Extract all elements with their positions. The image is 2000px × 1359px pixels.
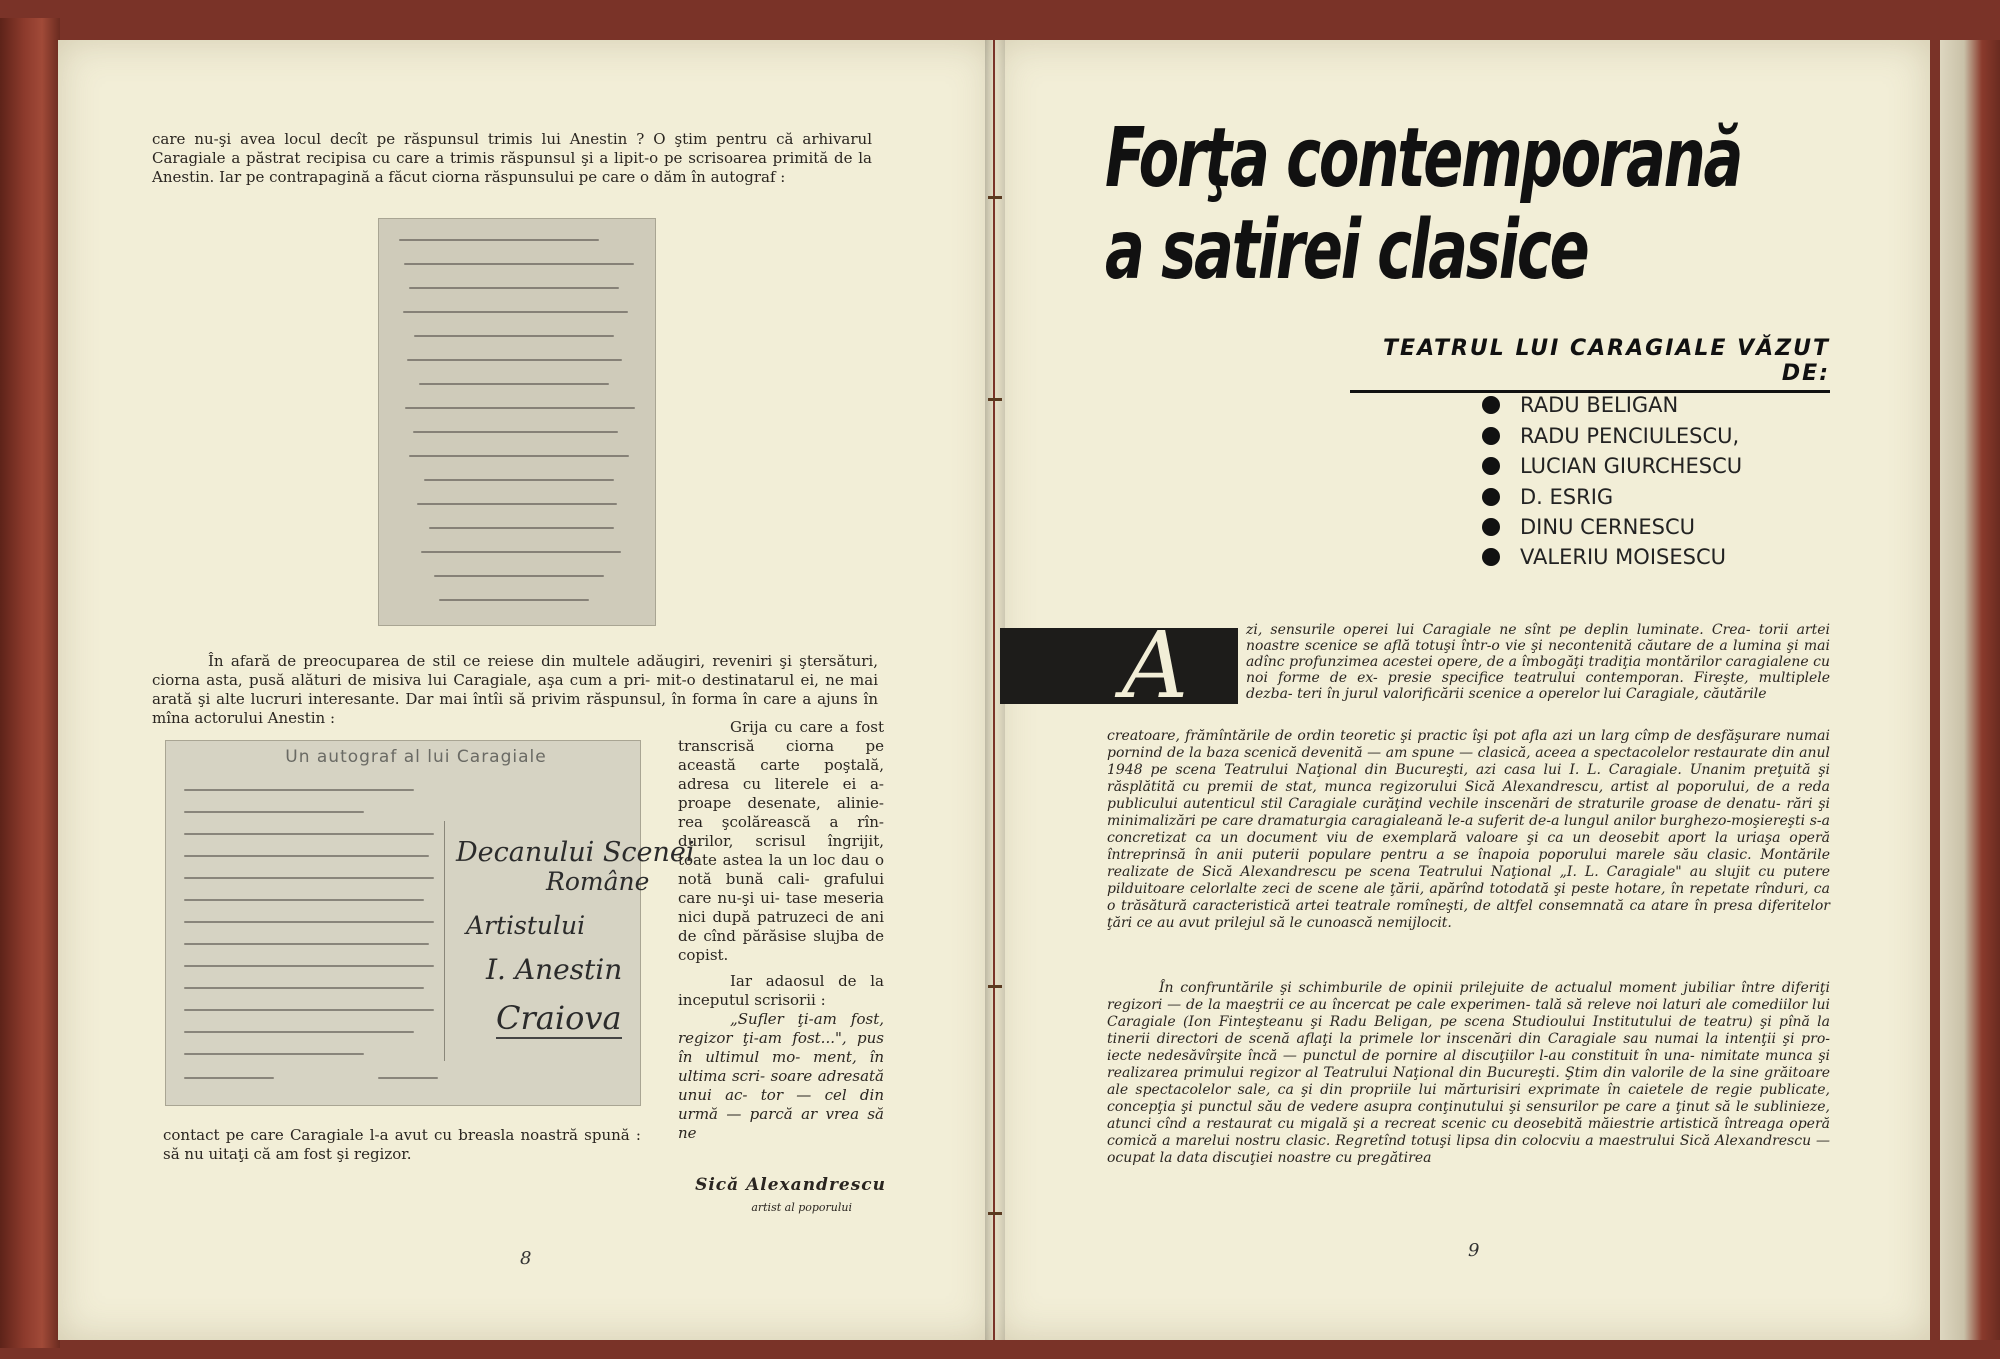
bullet-icon — [1482, 548, 1500, 566]
bullet-icon — [1482, 396, 1500, 414]
article-title-line-1: Forţa contemporană — [1105, 111, 1742, 206]
bullet-icon — [1482, 457, 1500, 475]
bullet-icon — [1482, 488, 1500, 506]
left-right-column-paragraph-1: Grija cu care a fost transcrisă ciorna pe această carte poştală, adresa cu literele ei a- proape desenate, alinie- rea şcolărească a rîn- durilor, scrisul îngrijit, toate astea la un loc dau o notă bună cali- grafului care nu-şi ui- tase meseria nici după patruzeci de ani de cînd părăsise slujba de copist. — [678, 718, 884, 964]
contributor-name: VALERIU MOISESCU — [1520, 543, 1726, 571]
dropcap-side-text: zi, sensurile operei lui Caragiale ne sînt pe deplin luminate. Crea- torii artei noastre scenice se află totuşi într-o vie şi necontenită căutare de a lumina şi mai adînc profunzimea acestei opere, de a îmbogăţi tradiţia montărilor caragialene cu noi forme de ex- presie specifice teatrului contemporan. Fireşte, multiplele dezba- teri în jurul valorificării scenice a operelor lui Caragiale, căutările — [1246, 622, 1830, 702]
page-number-right: 9 — [1468, 1240, 1480, 1261]
postcard-address-line-4: I. Anestin — [486, 953, 623, 986]
postcard-address-line-2: Române — [546, 867, 650, 896]
bullet-icon — [1482, 427, 1500, 445]
left-intro-paragraph: care nu-şi avea locul decît pe răspunsul trimis lui Anestin ? O ştim pentru că arhivarul Caragiale a păstrat recipisa cu care a trimis răspunsul şi a lipit-o pe scrisoarea primită de la Anestin. Iar pe contrapagină a făcut ciorna răspunsului pe care o dăm în autograf : — [152, 130, 872, 186]
postcard-autograph-image — [165, 740, 695, 1106]
right-body-paragraph-1: creatoare, frămîntările de ordin teoretic şi practic îşi pot afla azi un larg cîmp de desfăşurare numai pornind de la baza scenică devenită — am spune — clasică, aceea a spectacolelor restaurate din anul 1948 pe scena Teatrului Naţional din Bucureşti, azi casa lui I. L. Caragiale. Unanim preţuită şi răsplătită cu premii de stat, munca regizorului Sică Alexandrescu, artist al poporului, de a reda publicului autenticul stil Caragiale curăţind vechile inscenări de straturile groase de denatu- rări şi minimalizări pe care dramaturgia caragialeană le-a suferit de-a lungul anilor burghezo-moşiereşti s-a concretizat ca un document viu de exemplară valoare şi ca un deosebit aport la uriaşa operă întreprinsă în anii puterii populare pentru a se înapoia poporului marele său clasic. Montările realizate de Sică Alexandrescu pe scena Teatrului Naţional „I. L. Caragiale" au slujit cu putere pilduitoare celorlalte zeci de scene ale ţării, apărînd totodată şi peste hotare, în repetate rînduri, ca o trăsătură caracteristică artei teatrale romîneşti, de altfel consemnată ca atare în presa diferitelor ţări ce au avut prilejul să le cunoască nemijlocit. — [1107, 728, 1830, 931]
postcard-header: Un autograf al lui Caragiale — [285, 747, 547, 767]
book-binding-left — [0, 18, 60, 1348]
author-signature: Sică Alexandrescu — [695, 1175, 886, 1195]
article-title-line-2: a satirei clasice — [1105, 203, 1588, 298]
contributor-name: LUCIAN GIURCHESCU — [1520, 452, 1742, 480]
binding-stitch — [988, 196, 1002, 199]
bullet-icon — [1482, 518, 1500, 536]
left-right-column-paragraph-2: Iar adaosul de la inceputul scrisorii : — [678, 972, 884, 1009]
contributor-name: RADU BELIGAN — [1520, 391, 1678, 419]
contributor-name: D. ESRIG — [1520, 483, 1613, 511]
left-middle-paragraph: În afară de preocuparea de stil ce reiese din multele adăugiri, reveniri şi ştersături, ciorna asta, pusă alături de misiva lui Caragiale, aşa cum a pri- mit-o destinatarul ei, ne mai arată şi alte lucruri interesante. Dar mai întîi să privim răspunsul, în forma în care a ajuns în mîna actorului Anestin : — [152, 652, 878, 727]
article-subheading: TEATRUL LUI CARAGIALE VĂZUT DE: — [1350, 336, 1830, 393]
contributor-name: RADU PENCIULESCU, — [1520, 422, 1739, 450]
left-right-column-quote: „Sufler ţi-am fost, regizor ţi-am fost...", pus în ultimul mo- ment, în ultima scri- soare adresată unui ac- tor — cel din urmă — parcă ar vrea să ne — [678, 1010, 884, 1142]
binding-stitch — [988, 985, 1002, 988]
left-bottom-paragraph: contact pe care Caragiale l-a avut cu breasla noastră spună : să nu uitaţi că am fost şi regizor. — [163, 1126, 641, 1163]
postcard-address-line-5: Craiova — [496, 999, 622, 1037]
postcard-address-line-1: Decanului Scenei — [456, 837, 695, 868]
book-binding-right — [1940, 40, 2000, 1340]
binding-stitch — [988, 1212, 1002, 1215]
contributor-name: DINU CERNESCU — [1520, 513, 1695, 541]
manuscript-draft-image — [378, 218, 656, 626]
right-body-paragraph-2: În confruntările şi schimburile de opinii prilejuite de actualul moment jubiliar între diferiţi regizori — de la maeştrii ce au încercat pe cale experimen- tală să releve noi laturi ale comediilor lui Caragiale (Ion Finteşteanu şi Radu Beligan, pe scena Studioului Institutului de teatru) şi pînă la tinerii directori de scenă aflaţi la primele lor inscenări din Caragiale sau numai la intenţii şi pro- iecte nedesăvîrşite încă — punctul de pornire al discuţiilor l-au constituit în una- nimitate munca şi realizarea primului regizor al Teatrului Naţional din Bucureşti. Ştim din valorile de la sine grăitoare ale spectacolelor sale, ca şi din propriile lui mărturisiri exprimate în caietele de regie publicate, concepţia şi punctul său de vedere asupra conţinutului şi sensurilor pe care a ţinut să le sublinieze, atunci cînd a restaurat cu migală şi a recreat scenic cu deosebită măiestrie artistică întreaga operă comică a marelui nostru clasic. Regretînd totuşi lipsa din colocviu a maestrului Sică Alexandrescu — ocupat la data discuţiei noastre cu pregătirea — [1107, 980, 1830, 1166]
postcard-address-line-3: Artistului — [466, 911, 586, 940]
page-number-left: 8 — [520, 1248, 532, 1269]
author-title: artist al poporului — [751, 1201, 852, 1214]
binding-stitch — [988, 398, 1002, 401]
dropcap-letter: A — [1121, 612, 1189, 719]
